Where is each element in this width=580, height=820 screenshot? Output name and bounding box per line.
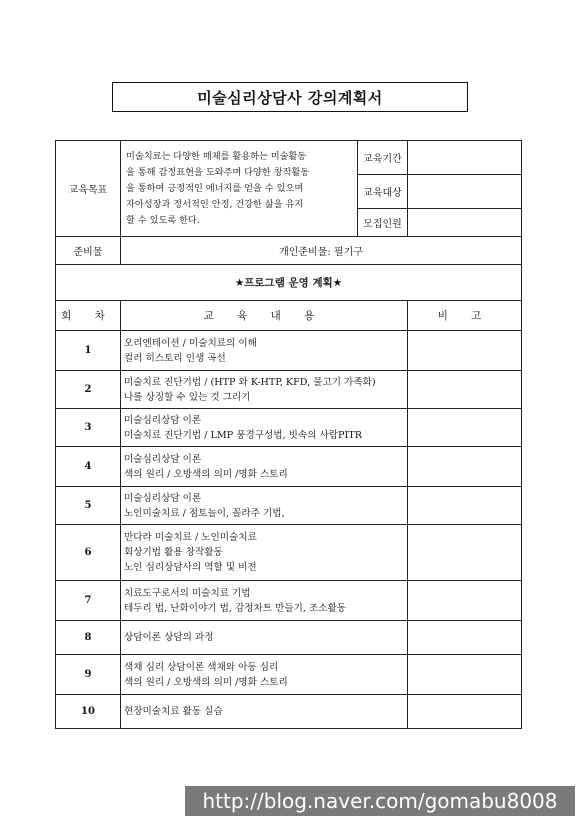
session-content <box>121 695 408 729</box>
session-number: 5 <box>56 487 121 525</box>
session-content <box>121 447 408 487</box>
session-note <box>408 487 522 525</box>
table-row <box>56 409 522 447</box>
session-content <box>121 409 408 447</box>
goal-text <box>121 141 358 237</box>
header-session: 회 차 <box>56 301 121 331</box>
lecture-plan-table <box>55 140 522 729</box>
session-content-line: 나를 상징할 수 있는 것 그리기 <box>124 391 251 403</box>
session-content <box>121 655 408 695</box>
session-number: 3 <box>56 409 121 447</box>
session-content <box>121 525 408 581</box>
session-content <box>121 331 408 371</box>
target-value <box>408 175 522 209</box>
table-row <box>56 447 522 487</box>
session-content <box>121 371 408 409</box>
goal-line: 을 통하여 긍정적인 에너지를 얻을 수 있으며 <box>126 182 304 194</box>
session-content-line: 상담이론 상담의 과정 <box>124 632 214 643</box>
blog-watermark: http://blog.naver.com/gomabu8008 <box>185 786 575 816</box>
session-number: 4 <box>56 447 121 487</box>
document-title: 미술심리상담사 강의계획서 <box>112 82 468 112</box>
session-number: 6 <box>56 525 121 581</box>
session-content-line: 색의 원리 / 오방색의 의미 /명화 스토리 <box>124 468 288 480</box>
session-content <box>121 581 408 621</box>
session-number: 1 <box>56 331 121 371</box>
session-content <box>121 621 408 655</box>
capacity-value <box>408 209 522 237</box>
capacity-label: 모집인원 <box>358 209 408 237</box>
session-content-line: 미술심리상담 이론 <box>124 414 202 426</box>
session-number: 8 <box>56 621 121 655</box>
header-content: 교 육 내 용 <box>121 301 408 331</box>
session-note <box>408 581 522 621</box>
session-content-line: 테두리 법, 난화이야기 법, 감정차트 만들기, 조소활동 <box>124 602 347 614</box>
session-content-line: 만다라 미술치료 / 노인미술치료 <box>124 532 257 543</box>
goal-line: 할 수 있도록 한다. <box>126 214 200 226</box>
session-content-line: 치료도구로서의 미술치료 기법 <box>124 587 251 599</box>
session-note <box>408 695 522 729</box>
session-content-line: 컬러 히스토리 인생 곡선 <box>124 352 226 364</box>
goal-label: 교육목표 <box>56 141 121 237</box>
session-note <box>408 331 522 371</box>
session-content-line: 미술치료 진단기법 / (HTP 와 K-HTP, KFD, 물고기 가족화) <box>124 376 376 388</box>
session-number: 7 <box>56 581 121 621</box>
session-content <box>121 487 408 525</box>
table-row <box>56 655 522 695</box>
session-content-line: 노인 심리상담사의 역할 및 비전 <box>124 562 257 573</box>
session-note <box>408 621 522 655</box>
table-row <box>56 695 522 729</box>
session-content-line: 미술치료 진단기법 / LMP 풍경구성법, 빗속의 사람PITR <box>124 429 362 441</box>
session-content-line: 오리엔테이션 / 미술치료의 이해 <box>124 337 257 349</box>
session-number: 10 <box>56 695 121 729</box>
session-content-line: 회상기법 활용 창작활동 <box>124 547 223 558</box>
period-value <box>408 141 522 175</box>
table-row <box>56 371 522 409</box>
session-content-line: 미술심리상담 이론 <box>124 492 202 504</box>
session-content-line: 노인미술치료 / 점토놀이, 꼴라주 기법, <box>124 507 285 519</box>
goal-line: 자아성장과 정서적인 안정, 건강한 삶을 유지 <box>126 198 304 210</box>
header-note: 비 고 <box>408 301 522 331</box>
goal-line: 을 통해 감정표현을 도와주며 다양한 창작활동 <box>126 166 310 178</box>
prep-value: 개인준비물: 필기구 <box>121 237 522 265</box>
session-note <box>408 655 522 695</box>
session-content-line: 미술심리상담 이론 <box>124 453 202 465</box>
period-label: 교육기간 <box>358 141 408 175</box>
session-content-line: 색의 원리 / 오방색의 의미 /명화 스토리 <box>124 676 288 688</box>
prep-label: 준비물 <box>56 237 121 265</box>
session-note <box>408 525 522 581</box>
session-note <box>408 447 522 487</box>
session-content-line: 색채 심리 상담이론 색채와 아동 심리 <box>124 661 279 673</box>
table-row <box>56 487 522 525</box>
table-row <box>56 525 522 581</box>
session-content-line: 현장미술치료 활동 실습 <box>124 706 223 717</box>
session-number: 9 <box>56 655 121 695</box>
session-number: 2 <box>56 371 121 409</box>
target-label: 교육대상 <box>358 175 408 209</box>
program-title: ★프로그램 운영 계획★ <box>56 265 522 301</box>
table-row <box>56 331 522 371</box>
session-note <box>408 409 522 447</box>
table-row <box>56 581 522 621</box>
goal-line: 미술치료는 다양한 매체를 활용하는 미술활동 <box>126 150 307 162</box>
session-note <box>408 371 522 409</box>
table-row <box>56 621 522 655</box>
